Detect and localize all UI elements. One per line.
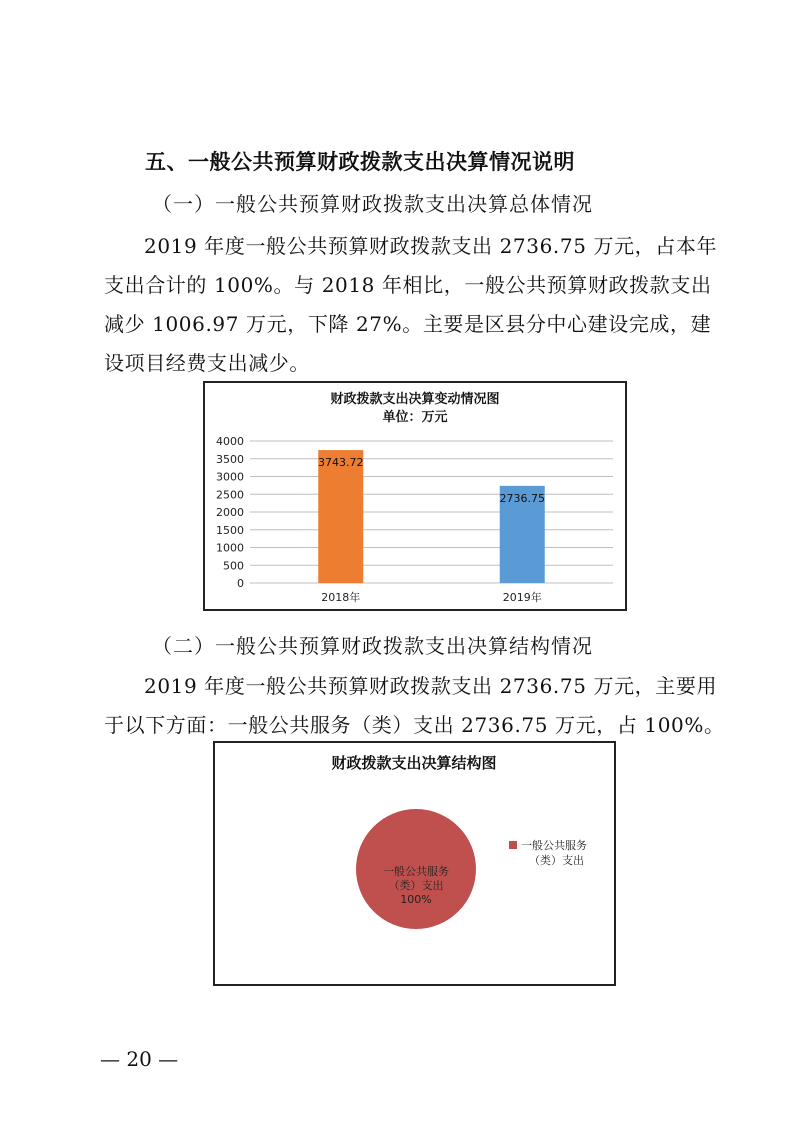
paragraph-line: 2019 年度一般公共预算财政拨款支出 2736.75 万元，主要用 [144, 674, 718, 698]
pie-chart-title: 财政拨款支出决算结构图 [331, 754, 497, 772]
y-tick-label: 1500 [216, 523, 244, 537]
subsection-heading-structure: （二）一般公共预算财政拨款支出决算结构情况 [152, 634, 593, 658]
paragraph-line: 支出合计的 100%。与 2018 年相比，一般公共预算财政拨款支出 [104, 273, 712, 297]
bar-value-label: 2736.75 [499, 491, 545, 505]
y-tick-label: 3500 [216, 452, 244, 466]
y-tick-label: 2500 [216, 488, 244, 502]
paragraph-line: 减少 1006.97 万元，下降 27%。主要是区县分中心建设完成，建 [104, 312, 712, 336]
pie-chart [213, 741, 616, 986]
x-category-label: 2018年 [321, 591, 361, 604]
y-tick-label: 3000 [216, 470, 244, 484]
section-heading: 五、一般公共预算财政拨款支出决算情况说明 [145, 150, 575, 174]
paragraph-line: 2019 年度一般公共预算财政拨款支出 2736.75 万元，占本年 [144, 234, 718, 258]
y-tick-label: 2000 [216, 506, 244, 519]
paragraph-structure [104, 667, 725, 745]
y-tick-label: 4000 [216, 435, 244, 448]
paragraph-line: 设项目经费支出减少。 [104, 351, 310, 375]
legend-label-line2: （类）支出 [529, 854, 584, 867]
subsection-heading-overall: （一）一般公共预算财政拨款支出决算总体情况 [152, 192, 593, 216]
legend-label-line1: 一般公共服务 [521, 839, 587, 852]
page-number: — 20 — [100, 1047, 179, 1071]
paragraph-overall [104, 227, 718, 383]
y-tick-label: 500 [223, 559, 244, 573]
x-category-label: 2019年 [502, 591, 542, 604]
y-tick-label: 0 [237, 577, 244, 590]
bar-chart-subtitle: 单位：万元 [382, 410, 448, 425]
pie-chart-svg [215, 743, 614, 984]
bar-value-label: 3743.72 [318, 456, 364, 470]
bar-chart [203, 381, 627, 611]
pie-slice-label-line1: 一般公共服务 [383, 865, 449, 878]
legend-swatch [509, 841, 517, 849]
bar-chart-title: 财政拨款支出决算变动情况图 [330, 392, 500, 407]
pie-slice-label-line2: （类）支出 [388, 879, 444, 892]
y-tick-label: 1000 [216, 541, 244, 555]
bar-chart-svg [205, 383, 625, 609]
bar-2018年 [318, 450, 363, 583]
paragraph-line: 于以下方面：一般公共服务（类）支出 2736.75 万元，占 100%。 [104, 713, 725, 737]
pie-slice-percent: 100% [400, 893, 432, 906]
